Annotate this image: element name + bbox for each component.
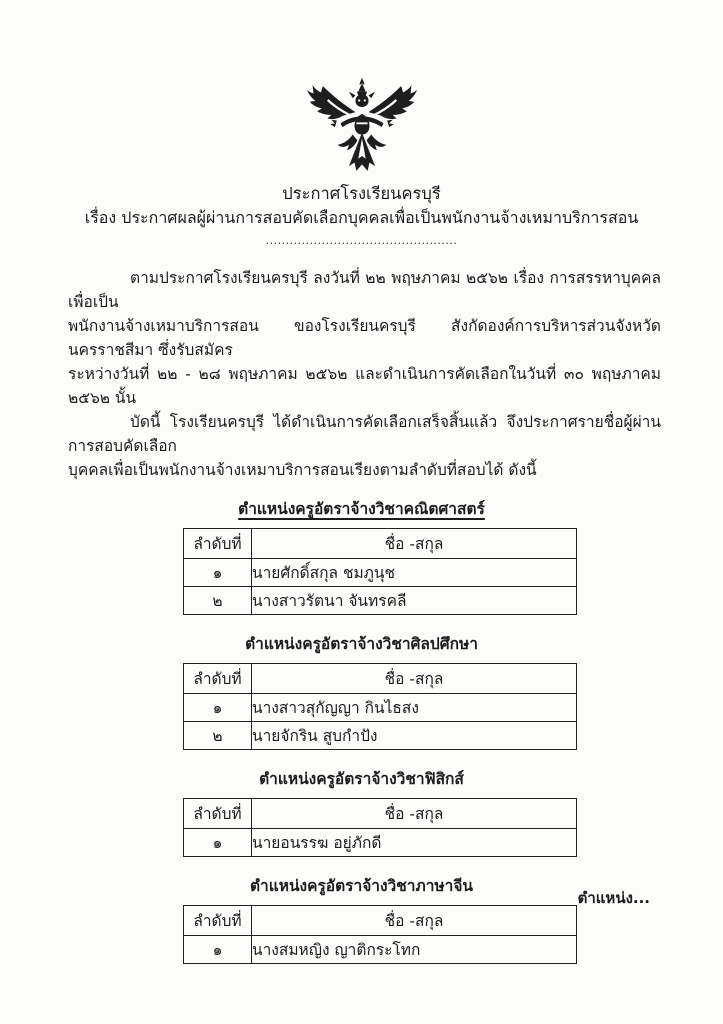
dotted-divider: ................................................ [265,234,458,247]
column-header-order: ลำดับที่ [184,799,252,829]
table-header-row [184,529,577,559]
column-header-name: ชื่อ -สกุล [252,799,577,829]
order-cell: ๑ [184,936,252,964]
order-cell: ๑ [184,694,252,722]
page-catchword: ตำแหน่ง... [577,889,650,907]
column-header-name: ชื่อ -สกุล [252,906,577,936]
column-header-order: ลำดับที่ [184,529,252,559]
body-line: ตามประกาศโรงเรียนครบุรี ลงวันที่ ๒๒ พฤษภาคม ๒๕๖๒ เรื่อง การสรรหาบุคคลเพื่อเป็น [68,269,661,311]
document-subject: เรื่อง ประกาศผลผู้ผ่านการสอบคัดเลือกบุคคลเพื่อเป็นพนักงานจ้างเหมาบริการสอน [84,208,639,227]
table-row [184,587,577,615]
name-cell: นายศักดิ์สกุล ชมภูนุช [252,559,577,587]
table-row [184,722,577,750]
order-cell: ๑ [184,559,252,587]
name-cell: นางสาวรัตนา จันทรคลี [252,587,577,615]
name-cell: นายจักริน สูบกำปัง [252,722,577,750]
table-row [184,694,577,722]
column-header-name: ชื่อ -สกุล [252,529,577,559]
table-header-row [184,906,577,936]
section-heading-chinese: ตำแหน่งครูอัตราจ้างวิชาภาษาจีน [249,877,474,895]
body-line: บัดนี้ โรงเรียนครบุรี ได้ดำเนินการคัดเลือกเสร็จสิ้นแล้ว จึงประกาศรายชื่อผู้ผ่านการสอบคัดเลือก [68,413,661,455]
section-heading-art: ตำแหน่งครูอัตราจ้างวิชาศิลปศึกษา [245,635,478,653]
table-row [184,559,577,587]
table-row [184,936,577,964]
body-line: บุคคลเพื่อเป็นพนักงานจ้างเหมาบริการสอนเรียงตามลำดับที่สอบได้ ดังนี้ [68,461,537,479]
result-table-physics [183,798,577,857]
name-cell: นางสาวสุกัญญา กินไธสง [252,694,577,722]
order-cell: ๑ [184,829,252,857]
column-header-name: ชื่อ -สกุล [252,664,577,694]
section-heading-physics: ตำแหน่งครูอัตราจ้างวิชาฟิสิกส์ [259,770,464,788]
column-header-order: ลำดับที่ [184,664,252,694]
result-table-chinese [183,905,577,964]
order-cell: ๒ [184,722,252,750]
name-cell: นางสมหญิง ญาติกระโทก [252,936,577,964]
table-row [184,829,577,857]
name-cell: นายอนรรฆ อยู่ภักดี [252,829,577,857]
column-header-order: ลำดับที่ [184,906,252,936]
body-text [68,266,661,482]
result-table-art [183,663,577,750]
document-title: ประกาศโรงเรียนครบุรี [282,184,441,203]
result-table-math [183,528,577,615]
garuda-emblem [306,76,418,180]
body-line: พนักงานจ้างเหมาบริการสอน ของโรงเรียนครบุรี สังกัดองค์การบริหารส่วนจังหวัดนครราชสีมา ซึ่งรับสมัคร [68,317,661,359]
body-line: ระหว่างวันที่ ๒๒ - ๒๘ พฤษภาคม ๒๕๖๒ และดำเนินการคัดเลือกในวันที่ ๓๐ พฤษภาคม ๒๕๖๒ นั้น [68,365,661,407]
order-cell: ๒ [184,587,252,615]
table-header-row [184,664,577,694]
section-heading-math: ตำแหน่งครูอัตราจ้างวิชาคณิตศาสตร์ [238,500,485,518]
table-header-row [184,799,577,829]
